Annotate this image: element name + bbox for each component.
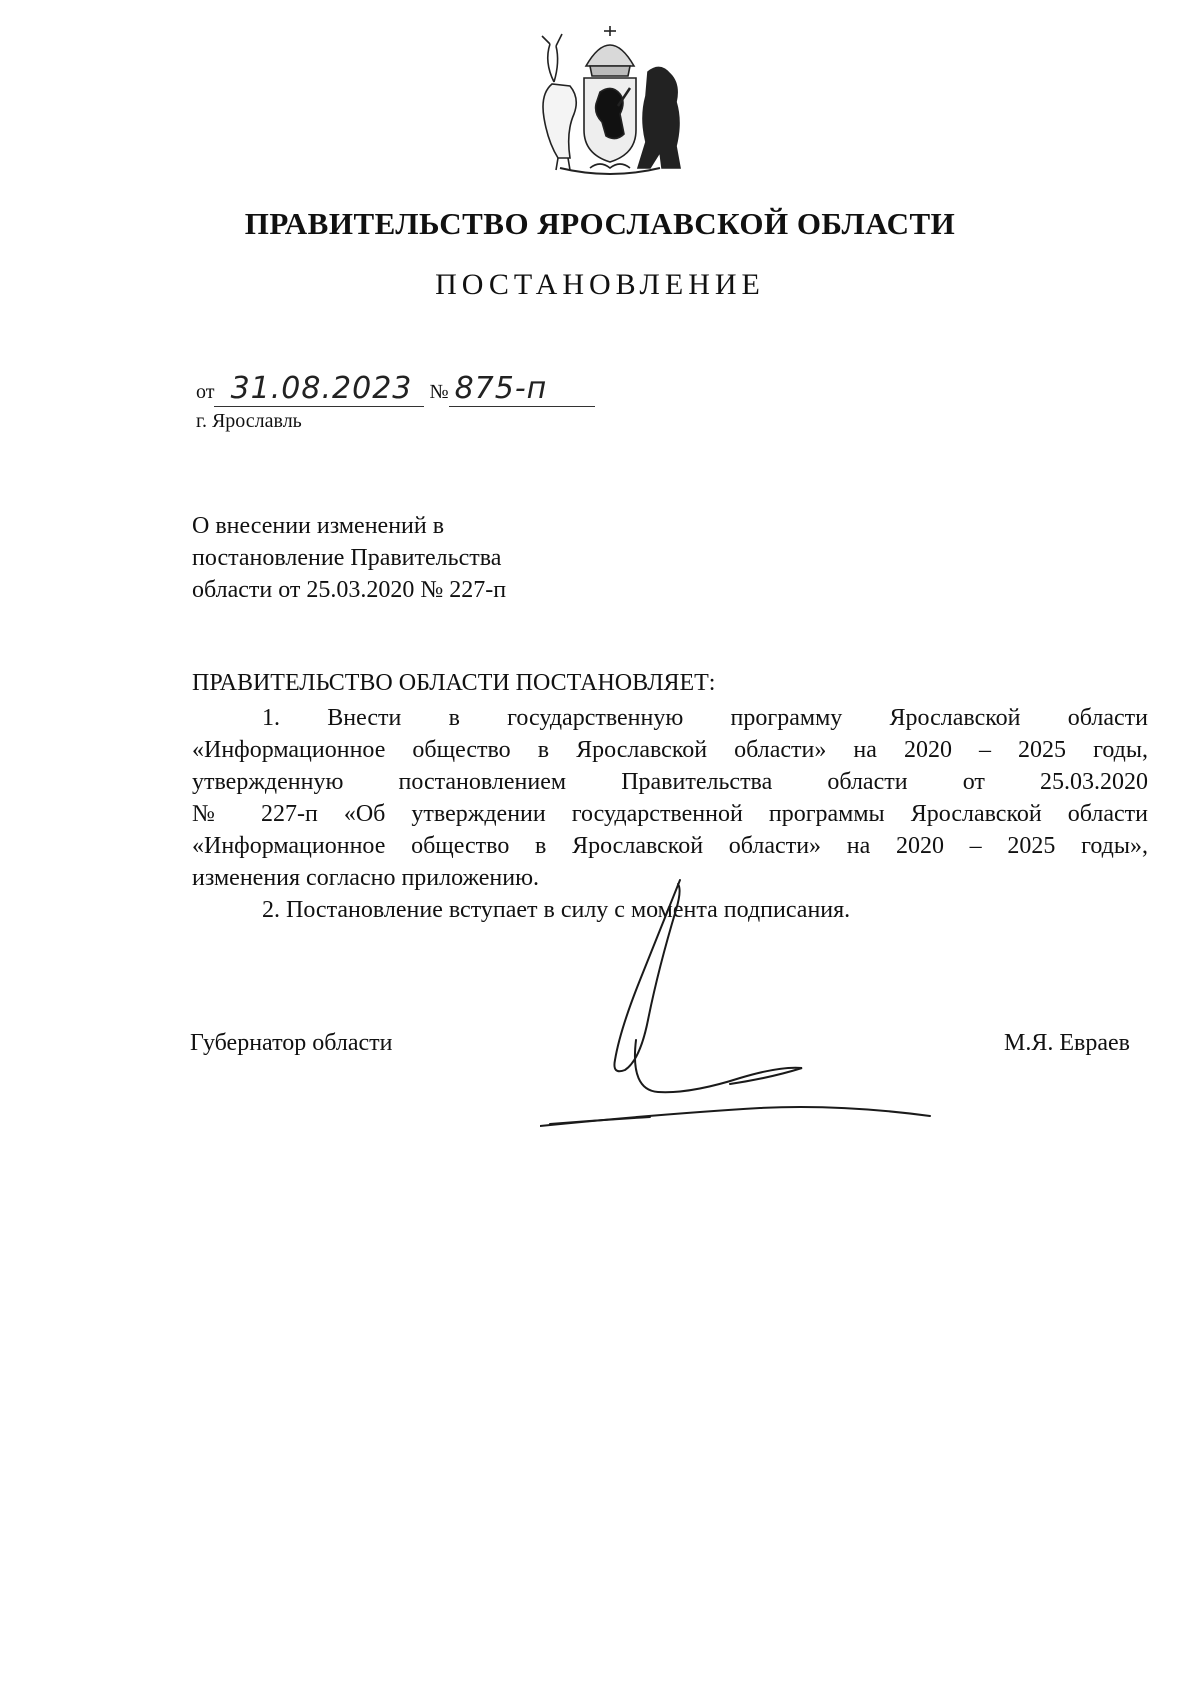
paragraph-line: утвержденную постановлением Правительства области от 25.03.2020 — [192, 769, 1148, 795]
subject-line: О внесении изменений в — [192, 513, 445, 539]
registration-line — [196, 372, 595, 407]
resolution-heading: ПРАВИТЕЛЬСТВО ОБЛАСТИ ПОСТАНОВЛЯЕТ: — [192, 670, 716, 696]
document-number: 875-п — [449, 372, 595, 407]
paragraph-line: изменения согласно приложению. — [192, 865, 540, 891]
document-type: ПОСТАНОВЛЕНИЕ — [435, 268, 765, 301]
coat-of-arms-icon — [530, 22, 690, 180]
date-label: от — [196, 381, 215, 403]
paragraph-item-2: 2. Постановление вступает в силу с момента подписания. — [262, 897, 851, 923]
number-label: № — [429, 381, 449, 403]
subject-line: области от 25.03.2020 № 227-п — [192, 577, 507, 603]
document-subject — [192, 510, 506, 606]
paragraph-line: «Информационное общество в Ярославской области» на 2020 – 2025 годы, — [192, 737, 1148, 763]
subject-line: постановление Правительства — [192, 545, 502, 571]
signatory-position: Губернатор области — [190, 1030, 393, 1056]
signatory-name: М.Я. Евраев — [1004, 1030, 1130, 1056]
paragraph-line: 1. Внести в государственную программу Ярославской области — [262, 705, 1148, 731]
city: г. Ярославль — [196, 410, 302, 432]
document-date: 31.08.2023 — [214, 372, 424, 407]
paragraph-line: «Информационное общество в Ярославской области» на 2020 – 2025 годы», — [192, 833, 1148, 859]
paragraph-line: № 227-п «Об утверждении государственной программы Ярославской области — [192, 801, 1148, 827]
paragraph-item-1 — [192, 702, 1148, 894]
handwritten-signature — [540, 870, 1000, 1140]
organization-title: ПРАВИТЕЛЬСТВО ЯРОСЛАВСКОЙ ОБЛАСТИ — [244, 206, 956, 241]
